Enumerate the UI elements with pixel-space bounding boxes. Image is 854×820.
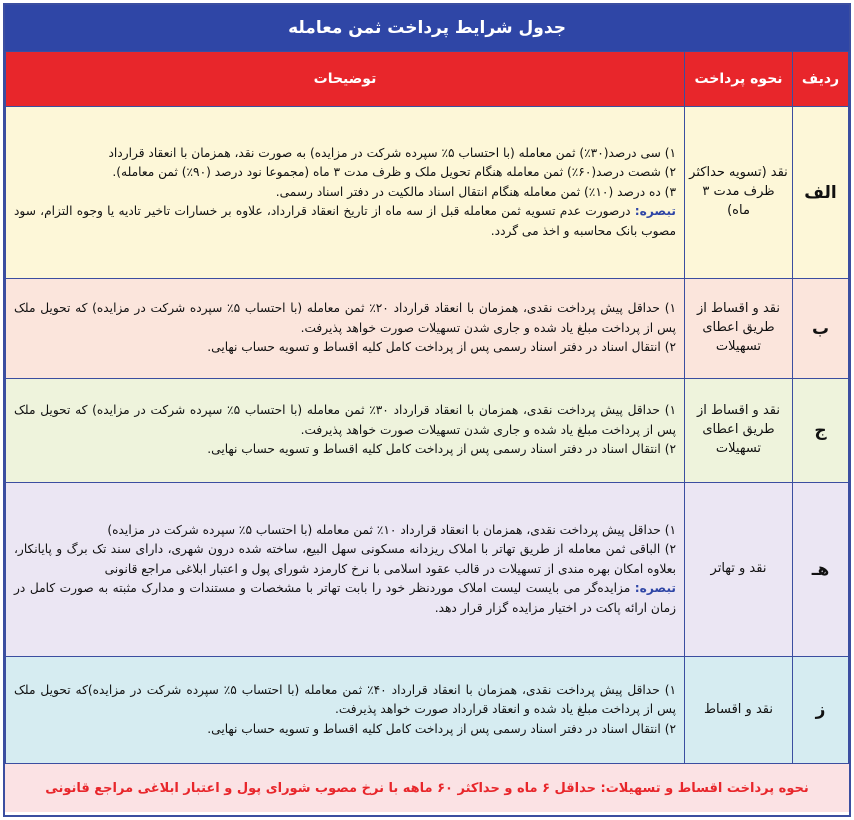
description-line: ۲) انتقال اسناد در دفتر اسناد رسمی پس از پرداخت کامل کلیه اقساط و تسویه حساب نهایی.	[207, 721, 676, 736]
header-description: توضیحات	[6, 52, 685, 107]
payment-method: نقد و اقساط	[685, 657, 793, 764]
note	[14, 202, 676, 241]
payment-terms-table-frame	[3, 3, 851, 817]
description-line: ۱) حداقل پیش پرداخت نقدی، همزمان با انعقاد قرارداد ۴۰٪ ثمن معامله (با احتساب ۵٪ سپرده شرکت در مزایده)که تحویل ملک پس از پرداخت مبلغ یاد شده و انعقاد قرارداد صورت خواهد پذیرفت.	[14, 682, 676, 717]
description-line: ۲) انتقال اسناد در دفتر اسناد رسمی پس از پرداخت کامل کلیه اقساط و تسویه حساب نهایی.	[207, 442, 676, 457]
header-row: ردیف	[793, 52, 849, 107]
note-text: درصورت عدم تسویه ثمن معامله قبل از سه ماه از تاریخ انعقاد قرارداد، علاوه بر خسارات تاخیر تادیه یا وجوه التزام، سود مصوب بانک محاسبه و اخذ می گردد.	[14, 204, 676, 238]
row-label: ب	[793, 279, 849, 379]
row-description	[6, 107, 685, 279]
description-line: ۲) شصت درصد(۶۰٪) ثمن معامله هنگام تحویل ملک و ظرف مدت ۳ ماه (مجموعا نود درصد (۹۰٪) ثمن معامله).	[112, 165, 676, 180]
installments-footer-note: نحوه پرداخت اقساط و تسهیلات: حداقل ۶ ماه و حداکثر ۶۰ ماهه با نرخ مصوب شورای پول و اعتبار ابلاغی مراجع قانونی	[5, 764, 849, 812]
payment-method: نقد و تهاتر	[685, 483, 793, 657]
payment-terms-table	[5, 51, 849, 764]
description-line: ۱) حداقل پیش پرداخت نقدی، همزمان با انعقاد قرارداد ۱۰٪ ثمن معامله (با احتساب ۵٪ سپرده شرکت در مزایده)	[107, 522, 676, 537]
row-description	[6, 483, 685, 657]
row-description	[6, 379, 685, 483]
payment-method: نقد و اقساط از طریق اعطای تسهیلات	[685, 379, 793, 483]
description-line: ۱) حداقل پیش پرداخت نقدی، همزمان با انعقاد قرارداد ۲۰٪ ثمن معامله (با احتساب ۵٪ سپرده شرکت در مزایده) که تحویل ملک پس از پرداخت مبلغ یاد شده و جاری شدن تسهیلات صورت خواهد پذیرفت.	[14, 301, 676, 335]
note-text: مزایده‌گر می بایست لیست املاک موردنظر خود را بابت تهاتر با مشخصات و مستندات و مدارک مثبته به صورت کامل در زمان ارائه پاکت در اختیار مزایده گزار قرار دهد.	[14, 581, 676, 615]
table-row	[6, 483, 849, 657]
row-label: ج	[793, 379, 849, 483]
payment-method: نقد و اقساط از طریق اعطای تسهیلات	[685, 279, 793, 379]
payment-method: نقد (تسویه حداکثر ظرف مدت ۳ ماه)	[685, 107, 793, 279]
table-title: جدول شرایط پرداخت ثمن معامله	[5, 5, 849, 51]
note	[14, 579, 676, 618]
description-line: ۱) سی درصد(۳۰٪) ثمن معامله (با احتساب ۵٪ سپرده شرکت در مزایده) به صورت نقد، همزمان با انعقاد قرارداد	[108, 145, 676, 160]
row-label: الف	[793, 107, 849, 279]
description-line: ۲) انتقال اسناد در دفتر اسناد رسمی پس از پرداخت کامل کلیه اقساط و تسویه حساب نهایی.	[207, 340, 676, 355]
table-row	[6, 279, 849, 379]
description-line: ۳) ده درصد (۱۰٪) ثمن معامله هنگام انتقال اسناد مالکیت در دفتر اسناد رسمی.	[275, 184, 676, 199]
note-label: تبصره:	[634, 581, 676, 596]
description-line: ۱) حداقل پیش پرداخت نقدی، همزمان با انعقاد قرارداد ۳۰٪ ثمن معامله (با احتساب ۵٪ سپرده شرکت در مزایده) که تحویل ملک پس از پرداخت مبلغ یاد شده و جاری شدن تسهیلات صورت خواهد پذیرفت.	[14, 403, 676, 437]
row-label: هـ	[793, 483, 849, 657]
table-row	[6, 107, 849, 279]
note-label: تبصره:	[634, 204, 676, 219]
row-label: ز	[793, 657, 849, 764]
row-description	[6, 657, 685, 764]
table-row	[6, 379, 849, 483]
table-row	[6, 657, 849, 764]
description-line: ۲) الباقی ثمن معامله از طریق تهاتر با املاک ریزدانه مسکونی سهل البیع، ساخته شده درون شهری، دارای سند تک برگ و پایانکار، بعلاوه امکان بهره مندی از تسهیلات در قالب عقود اسلامی با نرخ کارمزد شورای پول و اعتبار ابلاغی مراجع قانونی	[14, 542, 676, 576]
header-method: نحوه پرداخت	[685, 52, 793, 107]
row-description	[6, 279, 685, 379]
